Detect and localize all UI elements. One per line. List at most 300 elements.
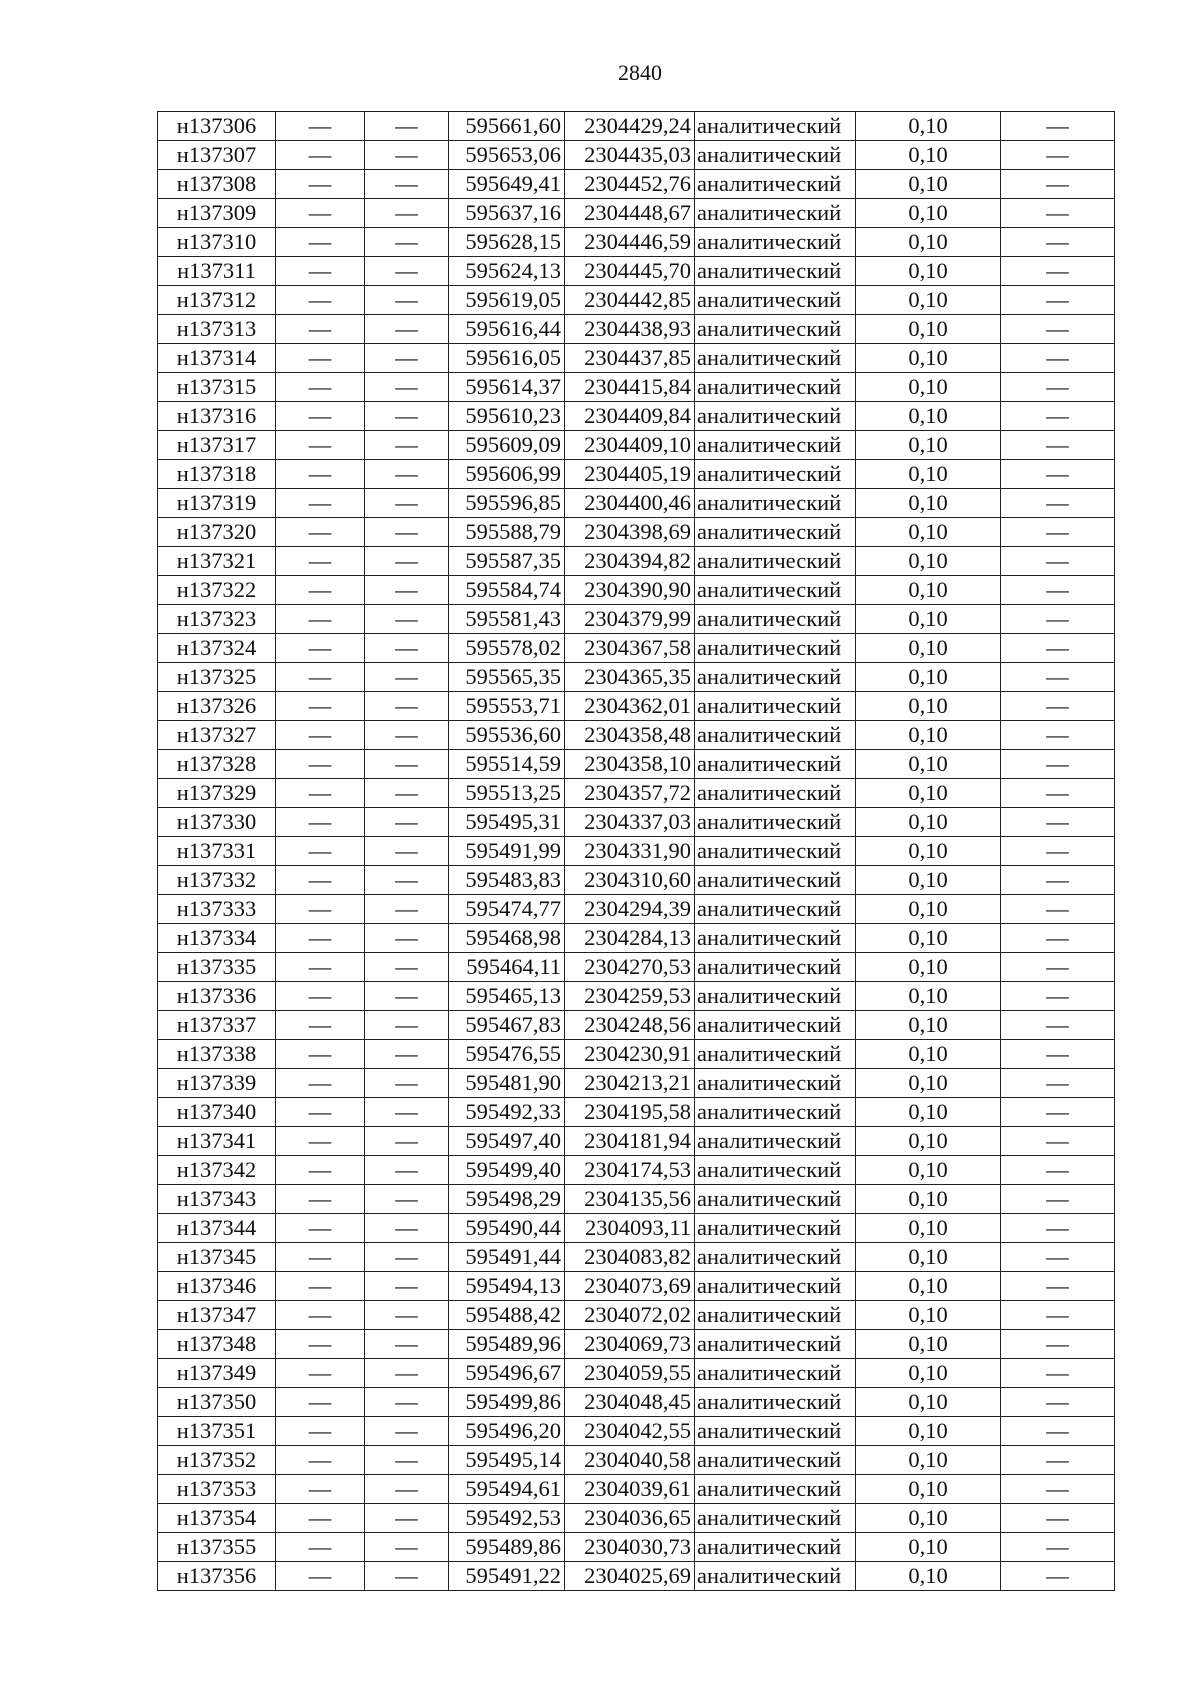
old-y-cell: — xyxy=(365,982,449,1011)
y-coordinate-cell: 2304445,70 xyxy=(565,257,695,286)
y-coordinate-cell: 2304294,39 xyxy=(565,895,695,924)
table-row xyxy=(158,1562,1115,1591)
error-cell: 0,10 xyxy=(856,750,1001,779)
y-coordinate-cell: 2304398,69 xyxy=(565,518,695,547)
error-cell: 0,10 xyxy=(856,721,1001,750)
table-row xyxy=(158,1301,1115,1330)
method-cell: аналитический xyxy=(695,518,856,547)
point-id-cell: н137326 xyxy=(158,692,276,721)
x-coordinate-cell: 595584,74 xyxy=(449,576,565,605)
error-cell: 0,10 xyxy=(856,315,1001,344)
y-coordinate-cell: 2304394,82 xyxy=(565,547,695,576)
y-coordinate-cell: 2304073,69 xyxy=(565,1272,695,1301)
old-x-cell: — xyxy=(276,1098,365,1127)
y-coordinate-cell: 2304415,84 xyxy=(565,373,695,402)
method-cell: аналитический xyxy=(695,1475,856,1504)
point-id-cell: н137309 xyxy=(158,199,276,228)
description-cell: — xyxy=(1001,489,1115,518)
old-y-cell: — xyxy=(365,199,449,228)
x-coordinate-cell: 595497,40 xyxy=(449,1127,565,1156)
y-coordinate-cell: 2304379,99 xyxy=(565,605,695,634)
point-id-cell: н137321 xyxy=(158,547,276,576)
table-row xyxy=(158,1330,1115,1359)
description-cell: — xyxy=(1001,1011,1115,1040)
x-coordinate-cell: 595495,31 xyxy=(449,808,565,837)
old-y-cell: — xyxy=(365,1446,449,1475)
x-coordinate-cell: 595489,86 xyxy=(449,1533,565,1562)
y-coordinate-cell: 2304195,58 xyxy=(565,1098,695,1127)
description-cell: — xyxy=(1001,344,1115,373)
old-y-cell: — xyxy=(365,721,449,750)
x-coordinate-cell: 595606,99 xyxy=(449,460,565,489)
y-coordinate-cell: 2304310,60 xyxy=(565,866,695,895)
table-row xyxy=(158,895,1115,924)
error-cell: 0,10 xyxy=(856,257,1001,286)
method-cell: аналитический xyxy=(695,257,856,286)
x-coordinate-cell: 595649,41 xyxy=(449,170,565,199)
x-coordinate-cell: 595492,53 xyxy=(449,1504,565,1533)
error-cell: 0,10 xyxy=(856,1388,1001,1417)
table-row xyxy=(158,1533,1115,1562)
x-coordinate-cell: 595653,06 xyxy=(449,141,565,170)
y-coordinate-cell: 2304429,24 xyxy=(565,112,695,141)
description-cell: — xyxy=(1001,1040,1115,1069)
method-cell: аналитический xyxy=(695,286,856,315)
y-coordinate-cell: 2304358,10 xyxy=(565,750,695,779)
x-coordinate-cell: 595491,22 xyxy=(449,1562,565,1591)
old-x-cell: — xyxy=(276,1504,365,1533)
table-row xyxy=(158,1069,1115,1098)
description-cell: — xyxy=(1001,518,1115,547)
x-coordinate-cell: 595587,35 xyxy=(449,547,565,576)
table-row xyxy=(158,1504,1115,1533)
error-cell: 0,10 xyxy=(856,692,1001,721)
y-coordinate-cell: 2304357,72 xyxy=(565,779,695,808)
y-coordinate-cell: 2304174,53 xyxy=(565,1156,695,1185)
old-x-cell: — xyxy=(276,1127,365,1156)
point-id-cell: н137319 xyxy=(158,489,276,518)
error-cell: 0,10 xyxy=(856,1069,1001,1098)
description-cell: — xyxy=(1001,1272,1115,1301)
point-id-cell: н137338 xyxy=(158,1040,276,1069)
table-row xyxy=(158,1272,1115,1301)
old-y-cell: — xyxy=(365,924,449,953)
table-row xyxy=(158,634,1115,663)
old-x-cell: — xyxy=(276,460,365,489)
point-id-cell: н137351 xyxy=(158,1417,276,1446)
error-cell: 0,10 xyxy=(856,866,1001,895)
table-row xyxy=(158,199,1115,228)
x-coordinate-cell: 595596,85 xyxy=(449,489,565,518)
x-coordinate-cell: 595661,60 xyxy=(449,112,565,141)
description-cell: — xyxy=(1001,199,1115,228)
method-cell: аналитический xyxy=(695,721,856,750)
old-y-cell: — xyxy=(365,1185,449,1214)
old-x-cell: — xyxy=(276,1301,365,1330)
method-cell: аналитический xyxy=(695,373,856,402)
error-cell: 0,10 xyxy=(856,808,1001,837)
y-coordinate-cell: 2304337,03 xyxy=(565,808,695,837)
point-id-cell: н137307 xyxy=(158,141,276,170)
description-cell: — xyxy=(1001,953,1115,982)
old-y-cell: — xyxy=(365,1359,449,1388)
table-row xyxy=(158,750,1115,779)
y-coordinate-cell: 2304448,67 xyxy=(565,199,695,228)
table-row xyxy=(158,257,1115,286)
table-row xyxy=(158,315,1115,344)
point-id-cell: н137339 xyxy=(158,1069,276,1098)
table-row xyxy=(158,402,1115,431)
description-cell: — xyxy=(1001,576,1115,605)
error-cell: 0,10 xyxy=(856,1330,1001,1359)
error-cell: 0,10 xyxy=(856,431,1001,460)
method-cell: аналитический xyxy=(695,1243,856,1272)
old-x-cell: — xyxy=(276,1562,365,1591)
old-x-cell: — xyxy=(276,257,365,286)
method-cell: аналитический xyxy=(695,228,856,257)
method-cell: аналитический xyxy=(695,199,856,228)
point-id-cell: н137311 xyxy=(158,257,276,286)
table-row xyxy=(158,924,1115,953)
point-id-cell: н137317 xyxy=(158,431,276,460)
point-id-cell: н137348 xyxy=(158,1330,276,1359)
x-coordinate-cell: 595495,14 xyxy=(449,1446,565,1475)
error-cell: 0,10 xyxy=(856,1214,1001,1243)
x-coordinate-cell: 595491,99 xyxy=(449,837,565,866)
table-row xyxy=(158,866,1115,895)
x-coordinate-cell: 595581,43 xyxy=(449,605,565,634)
x-coordinate-cell: 595498,29 xyxy=(449,1185,565,1214)
error-cell: 0,10 xyxy=(856,518,1001,547)
x-coordinate-cell: 595494,61 xyxy=(449,1475,565,1504)
error-cell: 0,10 xyxy=(856,373,1001,402)
y-coordinate-cell: 2304072,02 xyxy=(565,1301,695,1330)
table-row xyxy=(158,1475,1115,1504)
old-x-cell: — xyxy=(276,402,365,431)
x-coordinate-cell: 595513,25 xyxy=(449,779,565,808)
method-cell: аналитический xyxy=(695,1417,856,1446)
y-coordinate-cell: 2304284,13 xyxy=(565,924,695,953)
old-x-cell: — xyxy=(276,112,365,141)
old-x-cell: — xyxy=(276,663,365,692)
error-cell: 0,10 xyxy=(856,199,1001,228)
point-id-cell: н137346 xyxy=(158,1272,276,1301)
method-cell: аналитический xyxy=(695,663,856,692)
old-x-cell: — xyxy=(276,634,365,663)
old-x-cell: — xyxy=(276,1446,365,1475)
method-cell: аналитический xyxy=(695,431,856,460)
old-y-cell: — xyxy=(365,402,449,431)
y-coordinate-cell: 2304367,58 xyxy=(565,634,695,663)
description-cell: — xyxy=(1001,1301,1115,1330)
y-coordinate-cell: 2304230,91 xyxy=(565,1040,695,1069)
y-coordinate-cell: 2304437,85 xyxy=(565,344,695,373)
method-cell: аналитический xyxy=(695,1330,856,1359)
x-coordinate-cell: 595628,15 xyxy=(449,228,565,257)
method-cell: аналитический xyxy=(695,1040,856,1069)
y-coordinate-cell: 2304362,01 xyxy=(565,692,695,721)
error-cell: 0,10 xyxy=(856,953,1001,982)
method-cell: аналитический xyxy=(695,1156,856,1185)
point-id-cell: н137314 xyxy=(158,344,276,373)
old-y-cell: — xyxy=(365,344,449,373)
x-coordinate-cell: 595492,33 xyxy=(449,1098,565,1127)
x-coordinate-cell: 595494,13 xyxy=(449,1272,565,1301)
old-x-cell: — xyxy=(276,344,365,373)
old-x-cell: — xyxy=(276,895,365,924)
old-x-cell: — xyxy=(276,1243,365,1272)
table-row xyxy=(158,1214,1115,1243)
description-cell: — xyxy=(1001,112,1115,141)
y-coordinate-cell: 2304270,53 xyxy=(565,953,695,982)
error-cell: 0,10 xyxy=(856,895,1001,924)
old-x-cell: — xyxy=(276,1330,365,1359)
old-y-cell: — xyxy=(365,1069,449,1098)
method-cell: аналитический xyxy=(695,692,856,721)
x-coordinate-cell: 595491,44 xyxy=(449,1243,565,1272)
old-y-cell: — xyxy=(365,315,449,344)
old-x-cell: — xyxy=(276,373,365,402)
old-x-cell: — xyxy=(276,982,365,1011)
old-y-cell: — xyxy=(365,1388,449,1417)
method-cell: аналитический xyxy=(695,866,856,895)
x-coordinate-cell: 595481,90 xyxy=(449,1069,565,1098)
description-cell: — xyxy=(1001,286,1115,315)
old-y-cell: — xyxy=(365,1040,449,1069)
old-y-cell: — xyxy=(365,141,449,170)
old-y-cell: — xyxy=(365,228,449,257)
error-cell: 0,10 xyxy=(856,634,1001,663)
description-cell: — xyxy=(1001,1504,1115,1533)
error-cell: 0,10 xyxy=(856,1185,1001,1214)
point-id-cell: н137306 xyxy=(158,112,276,141)
old-y-cell: — xyxy=(365,460,449,489)
x-coordinate-cell: 595476,55 xyxy=(449,1040,565,1069)
old-x-cell: — xyxy=(276,953,365,982)
y-coordinate-cell: 2304409,84 xyxy=(565,402,695,431)
old-x-cell: — xyxy=(276,1040,365,1069)
old-x-cell: — xyxy=(276,228,365,257)
old-x-cell: — xyxy=(276,1533,365,1562)
old-x-cell: — xyxy=(276,518,365,547)
description-cell: — xyxy=(1001,692,1115,721)
method-cell: аналитический xyxy=(695,750,856,779)
old-x-cell: — xyxy=(276,1359,365,1388)
description-cell: — xyxy=(1001,721,1115,750)
error-cell: 0,10 xyxy=(856,1504,1001,1533)
x-coordinate-cell: 595614,37 xyxy=(449,373,565,402)
old-y-cell: — xyxy=(365,866,449,895)
description-cell: — xyxy=(1001,634,1115,663)
y-coordinate-cell: 2304181,94 xyxy=(565,1127,695,1156)
table-row xyxy=(158,1417,1115,1446)
y-coordinate-cell: 2304042,55 xyxy=(565,1417,695,1446)
error-cell: 0,10 xyxy=(856,1562,1001,1591)
y-coordinate-cell: 2304248,56 xyxy=(565,1011,695,1040)
table-row xyxy=(158,576,1115,605)
description-cell: — xyxy=(1001,1330,1115,1359)
point-id-cell: н137343 xyxy=(158,1185,276,1214)
old-y-cell: — xyxy=(365,808,449,837)
x-coordinate-cell: 595514,59 xyxy=(449,750,565,779)
old-y-cell: — xyxy=(365,953,449,982)
point-id-cell: н137337 xyxy=(158,1011,276,1040)
x-coordinate-cell: 595624,13 xyxy=(449,257,565,286)
y-coordinate-cell: 2304213,21 xyxy=(565,1069,695,1098)
old-x-cell: — xyxy=(276,1214,365,1243)
point-id-cell: н137331 xyxy=(158,837,276,866)
method-cell: аналитический xyxy=(695,1446,856,1475)
table-row xyxy=(158,1185,1115,1214)
point-id-cell: н137342 xyxy=(158,1156,276,1185)
x-coordinate-cell: 595483,83 xyxy=(449,866,565,895)
point-id-cell: н137315 xyxy=(158,373,276,402)
old-y-cell: — xyxy=(365,431,449,460)
old-y-cell: — xyxy=(365,112,449,141)
error-cell: 0,10 xyxy=(856,1156,1001,1185)
description-cell: — xyxy=(1001,1243,1115,1272)
old-x-cell: — xyxy=(276,605,365,634)
y-coordinate-cell: 2304446,59 xyxy=(565,228,695,257)
description-cell: — xyxy=(1001,547,1115,576)
old-y-cell: — xyxy=(365,576,449,605)
description-cell: — xyxy=(1001,1185,1115,1214)
point-id-cell: н137333 xyxy=(158,895,276,924)
method-cell: аналитический xyxy=(695,779,856,808)
point-id-cell: н137324 xyxy=(158,634,276,663)
x-coordinate-cell: 595553,71 xyxy=(449,692,565,721)
table-row xyxy=(158,1040,1115,1069)
old-y-cell: — xyxy=(365,663,449,692)
description-cell: — xyxy=(1001,1359,1115,1388)
old-y-cell: — xyxy=(365,1011,449,1040)
old-y-cell: — xyxy=(365,895,449,924)
x-coordinate-cell: 595499,40 xyxy=(449,1156,565,1185)
old-y-cell: — xyxy=(365,1098,449,1127)
old-y-cell: — xyxy=(365,1417,449,1446)
old-y-cell: — xyxy=(365,837,449,866)
table-row xyxy=(158,1098,1115,1127)
x-coordinate-cell: 595496,20 xyxy=(449,1417,565,1446)
description-cell: — xyxy=(1001,170,1115,199)
method-cell: аналитический xyxy=(695,1185,856,1214)
y-coordinate-cell: 2304358,48 xyxy=(565,721,695,750)
error-cell: 0,10 xyxy=(856,489,1001,518)
old-x-cell: — xyxy=(276,721,365,750)
method-cell: аналитический xyxy=(695,547,856,576)
table-body xyxy=(158,112,1115,1591)
method-cell: аналитический xyxy=(695,808,856,837)
error-cell: 0,10 xyxy=(856,344,1001,373)
error-cell: 0,10 xyxy=(856,1011,1001,1040)
point-id-cell: н137318 xyxy=(158,460,276,489)
description-cell: — xyxy=(1001,1475,1115,1504)
x-coordinate-cell: 595490,44 xyxy=(449,1214,565,1243)
error-cell: 0,10 xyxy=(856,1359,1001,1388)
error-cell: 0,10 xyxy=(856,924,1001,953)
table-row xyxy=(158,808,1115,837)
y-coordinate-cell: 2304093,11 xyxy=(565,1214,695,1243)
table-row xyxy=(158,170,1115,199)
x-coordinate-cell: 595609,09 xyxy=(449,431,565,460)
description-cell: — xyxy=(1001,924,1115,953)
old-x-cell: — xyxy=(276,1185,365,1214)
method-cell: аналитический xyxy=(695,141,856,170)
y-coordinate-cell: 2304405,19 xyxy=(565,460,695,489)
point-id-cell: н137350 xyxy=(158,1388,276,1417)
table-row xyxy=(158,953,1115,982)
point-id-cell: н137336 xyxy=(158,982,276,1011)
y-coordinate-cell: 2304025,69 xyxy=(565,1562,695,1591)
method-cell: аналитический xyxy=(695,837,856,866)
y-coordinate-cell: 2304048,45 xyxy=(565,1388,695,1417)
error-cell: 0,10 xyxy=(856,402,1001,431)
point-id-cell: н137312 xyxy=(158,286,276,315)
x-coordinate-cell: 595468,98 xyxy=(449,924,565,953)
y-coordinate-cell: 2304409,10 xyxy=(565,431,695,460)
method-cell: аналитический xyxy=(695,1127,856,1156)
x-coordinate-cell: 595467,83 xyxy=(449,1011,565,1040)
description-cell: — xyxy=(1001,1156,1115,1185)
old-x-cell: — xyxy=(276,547,365,576)
old-x-cell: — xyxy=(276,1417,365,1446)
point-id-cell: н137349 xyxy=(158,1359,276,1388)
method-cell: аналитический xyxy=(695,953,856,982)
description-cell: — xyxy=(1001,228,1115,257)
description-cell: — xyxy=(1001,808,1115,837)
old-y-cell: — xyxy=(365,605,449,634)
point-id-cell: н137310 xyxy=(158,228,276,257)
x-coordinate-cell: 595488,42 xyxy=(449,1301,565,1330)
description-cell: — xyxy=(1001,1098,1115,1127)
method-cell: аналитический xyxy=(695,924,856,953)
old-x-cell: — xyxy=(276,924,365,953)
table-row xyxy=(158,228,1115,257)
point-id-cell: н137352 xyxy=(158,1446,276,1475)
method-cell: аналитический xyxy=(695,1011,856,1040)
table-row xyxy=(158,460,1115,489)
point-id-cell: н137316 xyxy=(158,402,276,431)
table-row xyxy=(158,431,1115,460)
x-coordinate-cell: 595616,05 xyxy=(449,344,565,373)
table-row xyxy=(158,982,1115,1011)
point-id-cell: н137345 xyxy=(158,1243,276,1272)
x-coordinate-cell: 595474,77 xyxy=(449,895,565,924)
old-y-cell: — xyxy=(365,1243,449,1272)
error-cell: 0,10 xyxy=(856,547,1001,576)
x-coordinate-cell: 595499,86 xyxy=(449,1388,565,1417)
method-cell: аналитический xyxy=(695,576,856,605)
x-coordinate-cell: 595588,79 xyxy=(449,518,565,547)
description-cell: — xyxy=(1001,779,1115,808)
x-coordinate-cell: 595464,11 xyxy=(449,953,565,982)
method-cell: аналитический xyxy=(695,895,856,924)
old-y-cell: — xyxy=(365,286,449,315)
coordinates-table xyxy=(157,111,1115,1591)
method-cell: аналитический xyxy=(695,1069,856,1098)
table-row xyxy=(158,1388,1115,1417)
method-cell: аналитический xyxy=(695,1388,856,1417)
table-row xyxy=(158,692,1115,721)
y-coordinate-cell: 2304069,73 xyxy=(565,1330,695,1359)
description-cell: — xyxy=(1001,1562,1115,1591)
old-y-cell: — xyxy=(365,1562,449,1591)
error-cell: 0,10 xyxy=(856,663,1001,692)
x-coordinate-cell: 595536,60 xyxy=(449,721,565,750)
old-x-cell: — xyxy=(276,170,365,199)
method-cell: аналитический xyxy=(695,112,856,141)
point-id-cell: н137355 xyxy=(158,1533,276,1562)
